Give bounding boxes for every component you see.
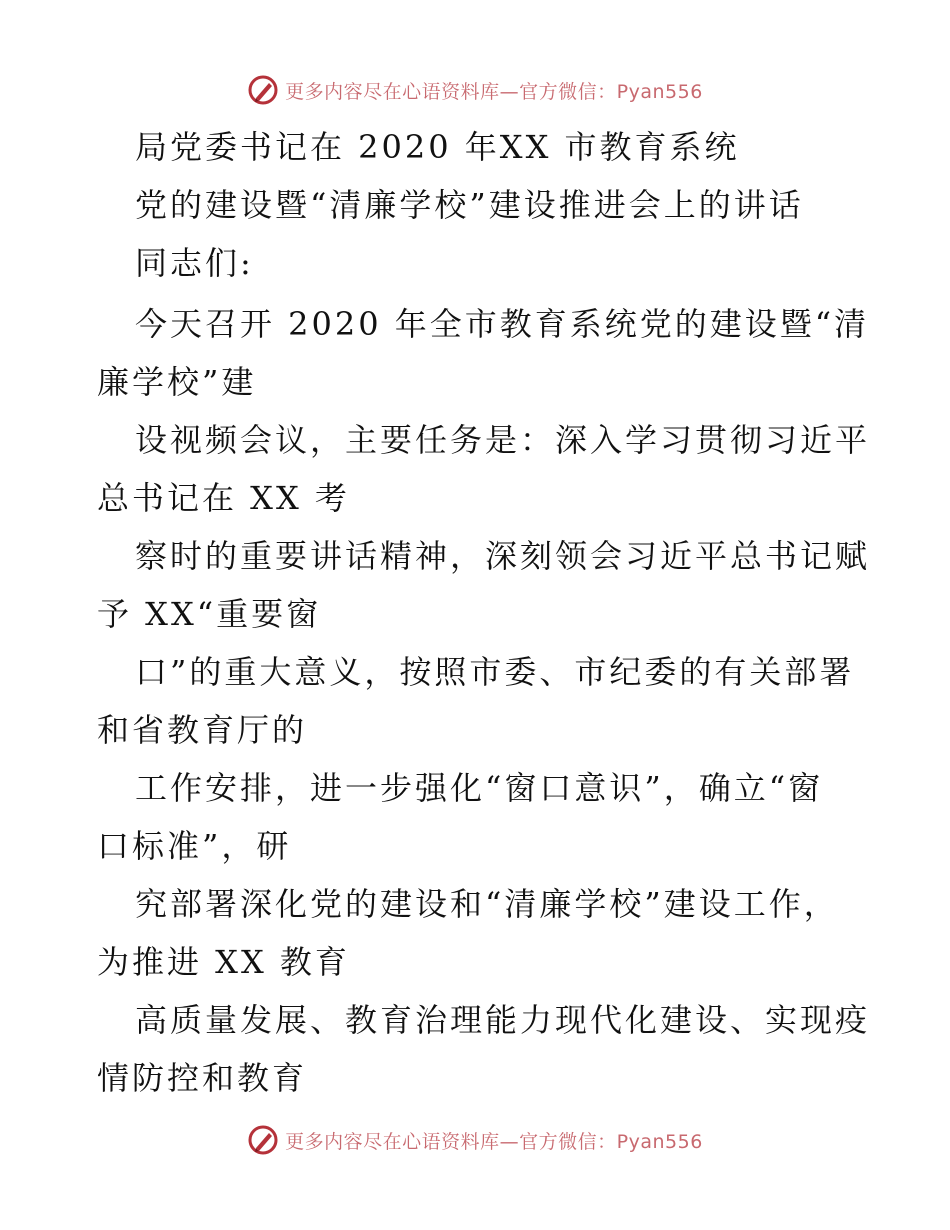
body-line: 口标准”，研: [97, 827, 292, 865]
body-line: 设视频会议，主要任务是：深入学习贯彻习近平: [135, 421, 871, 459]
document-title-line-1: 局党委书记在 2020 年XX 市教育系统: [135, 128, 740, 166]
body-line: 高质量发展、教育治理能力现代化建设、实现疫: [135, 1001, 871, 1039]
body-line: 察时的重要讲话精神，深刻领会习近平总书记赋: [135, 537, 871, 575]
body-line: 究部署深化党的建设和“清廉学校”建设工作，: [135, 885, 839, 923]
body-line: 工作安排，进一步强化“窗口意识”，确立“窗: [135, 769, 824, 807]
body-line: 予 XX“重要窗: [97, 595, 322, 633]
body-line: 总书记在 XX 考: [97, 479, 350, 517]
pen-circle-logo-icon: [247, 1124, 279, 1156]
footer-banner-text: 更多内容尽在心语资料库—官方微信：Pyan556: [285, 1130, 703, 1153]
body-line: 为推进 XX 教育: [97, 943, 350, 981]
header-banner-text: 更多内容尽在心语资料库—官方微信：Pyan556: [285, 80, 703, 103]
footer-banner: [0, 1120, 950, 1160]
body-line: 和省教育厅的: [97, 711, 308, 749]
salutation: 同志们:: [135, 244, 254, 282]
body-line: 情防控和教育: [97, 1059, 308, 1097]
body-line: 廉学校”建: [97, 363, 257, 401]
body-line: 口”的重大意义，按照市委、市纪委的有关部署: [135, 653, 855, 691]
body-line: 今天召开 2020 年全市教育系统党的建设暨“清: [135, 305, 870, 343]
document-title-line-2: 党的建设暨“清廉学校”建设推进会上的讲话: [135, 186, 804, 224]
